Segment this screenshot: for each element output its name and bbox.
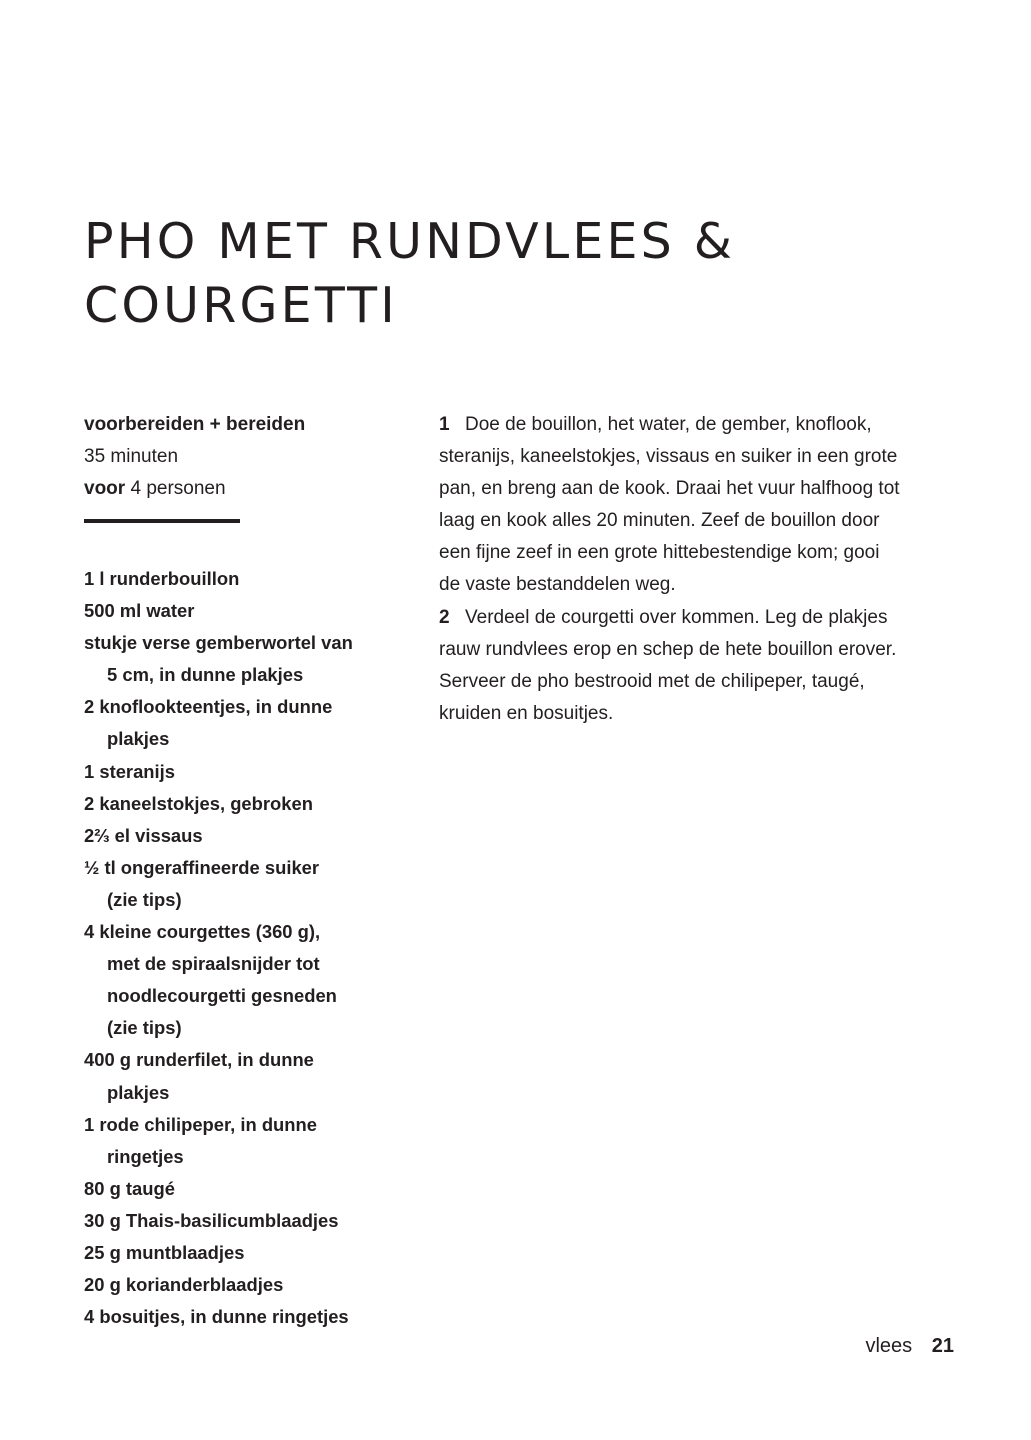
step-number: 1 (439, 414, 450, 435)
ingredient-item: 30 g Thais-basilicumblaadjes (84, 1209, 339, 1231)
ingredient-item: 20 g korianderblaadjes (84, 1274, 284, 1296)
prep-time-label: voorbereiden + bereiden (84, 414, 306, 435)
ingredient-item: 1 rode chilipeper, in dunne ringetjes (84, 1113, 317, 1167)
divider-rule (84, 519, 240, 523)
step-text: Doe de bouillon, het water, de gember, knoflook, steranijs, kaneelstokjes, vissaus en suiker in een grote pan, en breng aan de kook. Draai het vuur halfhoog tot laag en kook alles 20 minuten. Zeef de bouillon door een fijne zeef in een grote hittebestendige kom; gooi de vaste bestanddelen weg. (439, 414, 900, 596)
ingredient-item: stukje verse gemberwortel van 5 cm, in dunne plakjes (84, 632, 353, 686)
ingredient-item: ½ tl ongeraffineerde suiker (zie tips) (84, 856, 320, 910)
step-number: 2 (439, 606, 450, 628)
page-number: 21 (931, 1335, 954, 1357)
step-text: Verdeel de courgetti over kommen. Leg de plakjes rauw rundvlees erop en schep de hete bouillon erover. Serveer de pho bestrooid met de chilipeper, taugé, kruiden en bosuitjes. (439, 606, 897, 724)
ingredient-item: 25 g muntblaadjes (84, 1241, 245, 1263)
section-name: vlees (865, 1335, 913, 1357)
recipe-title (84, 210, 984, 338)
ingredient-item: 80 g taugé (84, 1177, 175, 1199)
page-footer (865, 1330, 954, 1362)
ingredient-item: 2 knoflookteentjes, in dunne plakjes (84, 696, 333, 750)
ingredient-item: 500 ml water (84, 600, 195, 622)
ingredient-item: 2⅔ el vissaus (84, 824, 203, 846)
method-step (439, 602, 969, 730)
prep-time-label-line (84, 409, 404, 441)
method-step (439, 409, 969, 602)
recipe-sidebar (84, 409, 404, 1333)
method-column (439, 409, 969, 730)
ingredient-item: 1 steranijs (84, 760, 175, 782)
ingredient-item: 2 kaneelstokjes, gebroken (84, 792, 313, 814)
recipe-title-line: COURGETTI (84, 277, 398, 334)
servings-label: voor (84, 478, 126, 499)
ingredient-item: 4 bosuitjes, in dunne ringetjes (84, 1306, 349, 1328)
recipe-title-line: PHO MET RUNDVLEES & (84, 213, 736, 270)
prep-time-value: 35 minuten (84, 446, 179, 467)
ingredient-item: 4 kleine courgettes (360 g), met de spiraalsnijder tot noodlecourgetti gesneden (zie tips) (84, 921, 337, 1039)
servings-line (84, 473, 404, 505)
ingredient-list (84, 563, 404, 1333)
servings-value: 4 personen (130, 478, 226, 499)
ingredient-item: 400 g runderfilet, in dunne plakjes (84, 1049, 314, 1103)
ingredient-item: 1 l runderbouillon (84, 568, 240, 589)
